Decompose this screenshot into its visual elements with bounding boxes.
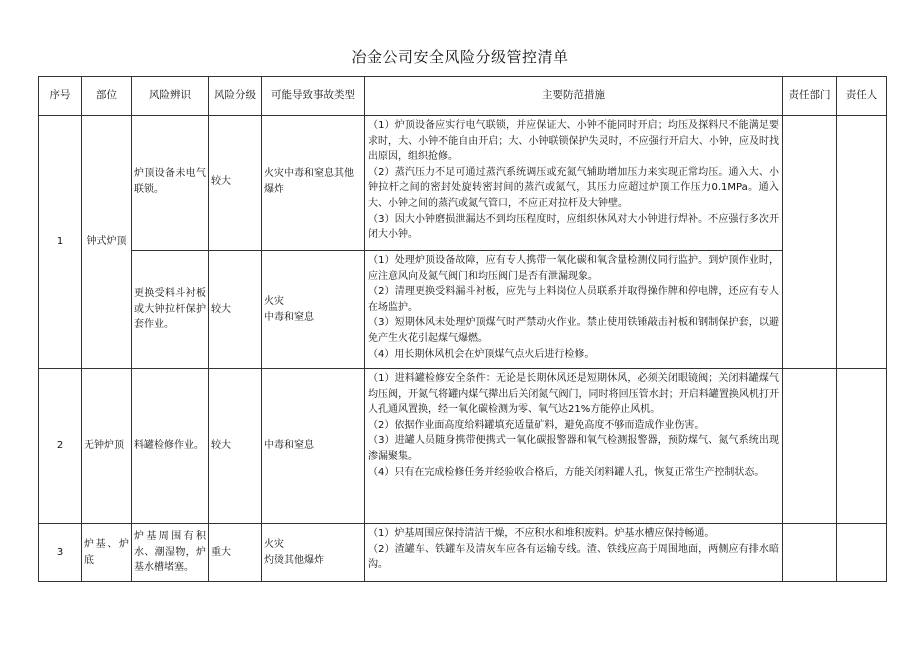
dept-cell	[783, 524, 837, 582]
part-cell: 钟式炉顶	[82, 116, 132, 369]
measure-item: （2）依据作业面高度给料罐填充适量矿料，避免高度不够而造成作业伤害。	[368, 419, 705, 431]
measure-item: （1）处理炉顶设备故障，应有专人携带一氧化碳和氧含量检测仪同行监护。到炉顶作业时，应注意风向及氮气阀门和均压阀门是否有泄漏现象。	[368, 255, 779, 282]
risk-cell: 炉顶设备未电气联锁。	[132, 116, 209, 251]
measure-item: （1）炉基周围应保持清洁干燥，不应积水和堆积废料。炉基水槽应保持畅通。	[368, 528, 715, 539]
accident-cell	[262, 251, 365, 369]
dept-cell	[783, 116, 837, 369]
person-cell	[837, 116, 887, 369]
table-row	[39, 116, 887, 251]
header-measures: 主要防范措施	[365, 77, 783, 116]
header-level: 风险分级	[209, 77, 262, 116]
risk-cell: 料罐检修作业。	[132, 369, 209, 524]
table-header-row	[39, 77, 887, 116]
part-cell: 无钟炉顶	[82, 369, 132, 524]
measure-item: （4）用长期休风机会在炉顶煤气点火后进行检修。	[368, 348, 595, 360]
measure-item: （1）进料罐检修安全条件：无论是长期休风还是短期休风，必须关闭眼镜阀；关闭料罐煤气均压阀，开氮气将罐内煤气撵出后关闭氮气阀门，同时将回压管水封；开启料罐置换风机打开人孔通风置换，经一氧化碳检测为零、氧气达21%方能停止风机。	[368, 373, 779, 416]
level-cell: 重大	[209, 524, 262, 582]
measure-item: （1）炉顶设备应实行电气联锁，并应保证大、小钟不能同时开启；均压及探料尺不能满足要求时，大、小钟不能自由开启；大、小钟联锁保护失灵时，不应强行开启大、小钟，应及时找出原因，组织抢修。	[368, 120, 779, 163]
table-row	[39, 369, 887, 524]
header-part: 部位	[82, 77, 132, 116]
measure-item: （3）短期休风未处理炉顶煤气时严禁动火作业。禁止使用铁锤敲击衬板和钢制保护套，以避免产生火花引起煤气爆燃。	[368, 317, 779, 344]
measure-item: （4）只有在完成检修任务并经验收合格后，方能关闭料罐人孔，恢复正常生产控制状态。	[368, 466, 765, 478]
accident-cell	[262, 524, 365, 582]
accident-cell: 火灾中毒和窒息其他爆炸	[262, 116, 365, 251]
level-cell: 较大	[209, 369, 262, 524]
measures-cell	[365, 251, 783, 369]
header-seq: 序号	[39, 77, 82, 116]
measures-cell	[365, 524, 783, 582]
seq-cell: 2	[39, 369, 82, 524]
seq-cell: 3	[39, 524, 82, 582]
level-cell: 较大	[209, 116, 262, 251]
accident-line: 火灾	[264, 538, 284, 550]
header-person: 责任人	[837, 77, 887, 116]
header-dept: 责任部门	[783, 77, 837, 116]
header-accident: 可能导致事故类型	[262, 77, 365, 116]
level-cell: 较大	[209, 251, 262, 369]
measures-cell	[365, 116, 783, 251]
measure-item: （3）进罐人员随身携带便携式一氧化碳报警器和氧气检测报警器，预防煤气、氮气系统出现渗漏聚集。	[368, 435, 779, 462]
measure-item: （2）渣罐车、铁罐车及清灰车应各有运输专线。渣、铁线应高于周围地面，两侧应有排水暗沟。	[368, 543, 779, 571]
table-row	[39, 251, 887, 369]
person-cell	[837, 524, 887, 582]
accident-line: 火灾	[264, 295, 284, 307]
accident-line: 中毒和窒息	[264, 311, 314, 323]
measure-item: （2）清理更换受料漏斗衬板，应先与上料岗位人员联系并取得操作牌和停电牌，还应有专人在场监护。	[368, 286, 779, 313]
seq-cell: 1	[39, 116, 82, 369]
measure-item: （2）蒸汽压力不足可通过蒸汽系统调压或充氮气辅助增加压力来实现正常均压。通入大、小钟拉杆之间的密封处旋转密封间的蒸汽或氮气，其压力应超过炉顶工作压力0.1MPa。通入大、小钟之间的蒸汽或氮气管口，不应正对拉杆及大钟壁。	[368, 166, 779, 209]
accident-cell: 中毒和窒息	[262, 369, 365, 524]
part-cell: 炉基、炉底	[82, 524, 132, 582]
risk-cell: 炉基周围有积水、潮湿物，炉基水槽堵塞。	[132, 524, 209, 582]
table-row	[39, 524, 887, 582]
header-risk-id: 风险辨识	[132, 77, 209, 116]
risk-cell: 更换受料斗衬板或大钟拉杆保护套作业。	[132, 251, 209, 369]
measure-item: （3）因大小钟磨损泄漏达不到均压程度时，应组织休风对大小钟进行焊补。不应强行多次开闭大小钟。	[368, 213, 779, 241]
accident-line: 灼烫其他爆炸	[264, 554, 324, 566]
measures-cell	[365, 369, 783, 524]
dept-cell	[783, 369, 837, 524]
risk-control-table	[38, 76, 887, 582]
person-cell	[837, 369, 887, 524]
page-title: 冶金公司安全风险分级管控清单	[351, 48, 569, 66]
